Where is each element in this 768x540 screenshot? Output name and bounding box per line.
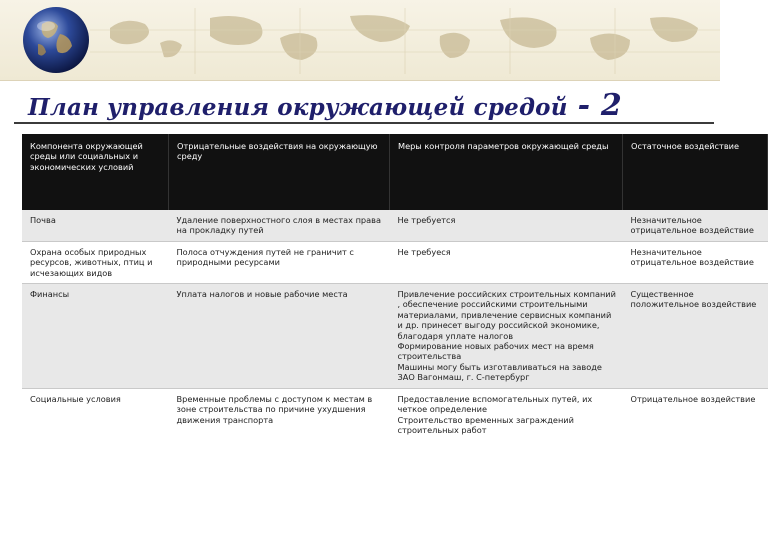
cell-component: Финансы [22, 284, 169, 389]
cell-control-measures [390, 388, 623, 440]
cell-component: Охрана особых природных ресурсов, животных, птиц и исчезающих видов [22, 241, 169, 283]
column-header-residual-impact: Остаточное воздействие [623, 134, 768, 210]
cell-component: Почва [22, 210, 169, 241]
slide-title-text: План управления окружающей средой [28, 94, 568, 121]
header-banner [0, 0, 720, 81]
column-header-negative-impact: Отрицательные воздействия на окружающую среду [169, 134, 390, 210]
column-header-component: Компонента окружающей среды или социальных и экономических условий [22, 134, 169, 210]
cell-residual-impact: Незначительное отрицательное воздействие [623, 241, 768, 283]
cell-negative-impact: Удаление поверхностного слоя в местах права на прокладку путей [169, 210, 390, 241]
table-row [22, 388, 768, 440]
control-measure-line: Не требуется [397, 215, 456, 225]
cell-negative-impact: Временные проблемы с доступом к местам в зоне строительства по причине ухудшения движения транспорта [169, 388, 390, 440]
world-map-decoration [90, 8, 720, 74]
cell-component: Социальные условия [22, 388, 169, 440]
cell-negative-impact: Полоса отчуждения путей не граничит с природными ресурсами [169, 241, 390, 283]
slide-title-number: - 2 [577, 88, 622, 123]
environmental-plan-table [22, 134, 768, 440]
cell-residual-impact: Существенное положительное воздействие [623, 284, 768, 389]
table-row [22, 284, 768, 389]
table-header-row [22, 134, 768, 210]
control-measure-line: Формирование новых рабочих мест на время строительства [397, 341, 594, 362]
control-measure-line: Не требуеся [397, 246, 451, 257]
table-row [22, 210, 768, 241]
slide-title [28, 88, 622, 123]
control-measure-line: Привлечение российских строительных компаний , обеспечение российскими строительными материалами, привлечение сервисных компаний и др. принесет выгоду российской экономике, благодаря уплате налогов [397, 289, 616, 341]
cell-control-measures [390, 241, 623, 283]
cell-control-measures [390, 284, 623, 389]
column-header-control-measures: Меры контроля параметров окружающей среды [390, 134, 623, 210]
control-measure-line: Машины могу быть изготавливаться на заводе ЗАО Вагонмаш, г. С-петербург [397, 361, 602, 383]
table-row [22, 241, 768, 283]
globe-icon [20, 4, 92, 76]
cell-residual-impact: Незначительное отрицательное воздействие [623, 210, 768, 241]
control-measure-line: Предоставление вспомогательных путей, их четкое определение [397, 393, 593, 415]
cell-control-measures [390, 210, 623, 241]
control-measure-line: Строительство временных заграждений строительных работ [397, 414, 574, 435]
title-divider [14, 122, 714, 124]
cell-residual-impact: Отрицательное воздействие [623, 388, 768, 440]
cell-negative-impact: Уплата налогов и новые рабочие места [169, 284, 390, 389]
